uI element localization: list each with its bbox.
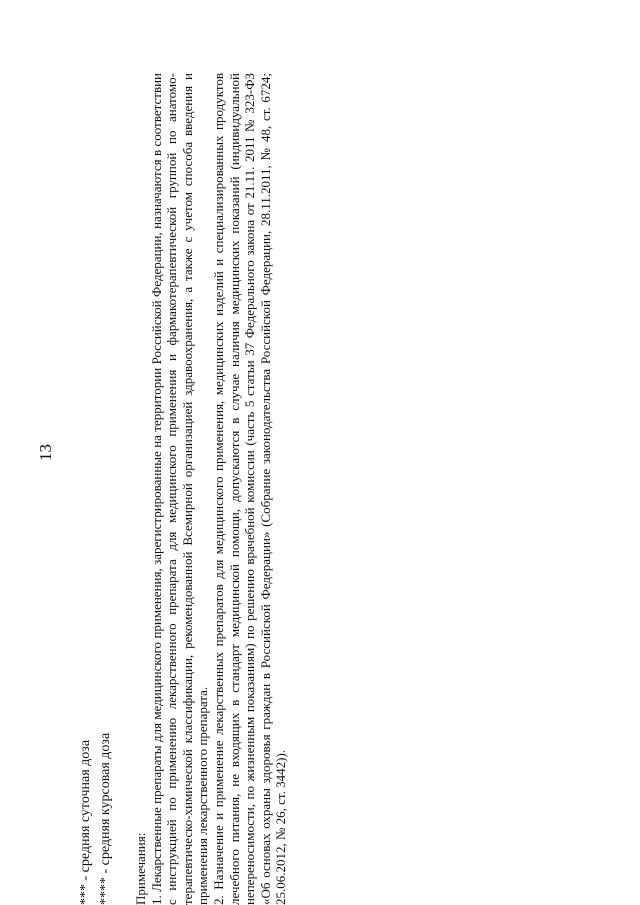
footnotes xyxy=(76,605,116,905)
footnote-daily-dose: *** - средняя суточная доза xyxy=(78,739,93,905)
notes-section xyxy=(133,73,289,905)
note-item-1: 1. Лекарственные препараты для медицинского применения, зарегистрированные на территории Российской Федерации, назначаются в соответствии с инструкцией по применению лекарственного препарата для медицинского применения и фармакотерапевтической группой по анатомо-терапевтическо-химической классификации, рекомендованной Всемирной организацией здравоохранения, а также с учетом способа введения и применения лекарственного препарата. xyxy=(148,73,211,905)
note-item-2: 2. Назначение и применение лекарственных препаратов для медицинского применения, медицинских изделий и специализированных продуктов лечебного питания, не входящих в стандарт медицинской помощи, допускаются в случае наличия медицинских показаний (индивидуальной непереносимости, по жизненным показаниям) по решению врачебной комиссии (часть 5 статьи 37 Федерального закона от 21.11. 2011 № 323-ФЗ «Об основах охраны здоровья граждан в Российской Федерации» (Собрание законодательства Российской Федерации, 28.11.2011, № 48, ст. 6724; 25.06.2012, № 26, ст. 3442)). xyxy=(210,73,289,905)
notes-heading: Примечания: xyxy=(133,832,148,905)
page-number: 13 xyxy=(36,444,55,461)
footnote-course-dose: **** - средняя курсовая доза xyxy=(98,732,113,905)
